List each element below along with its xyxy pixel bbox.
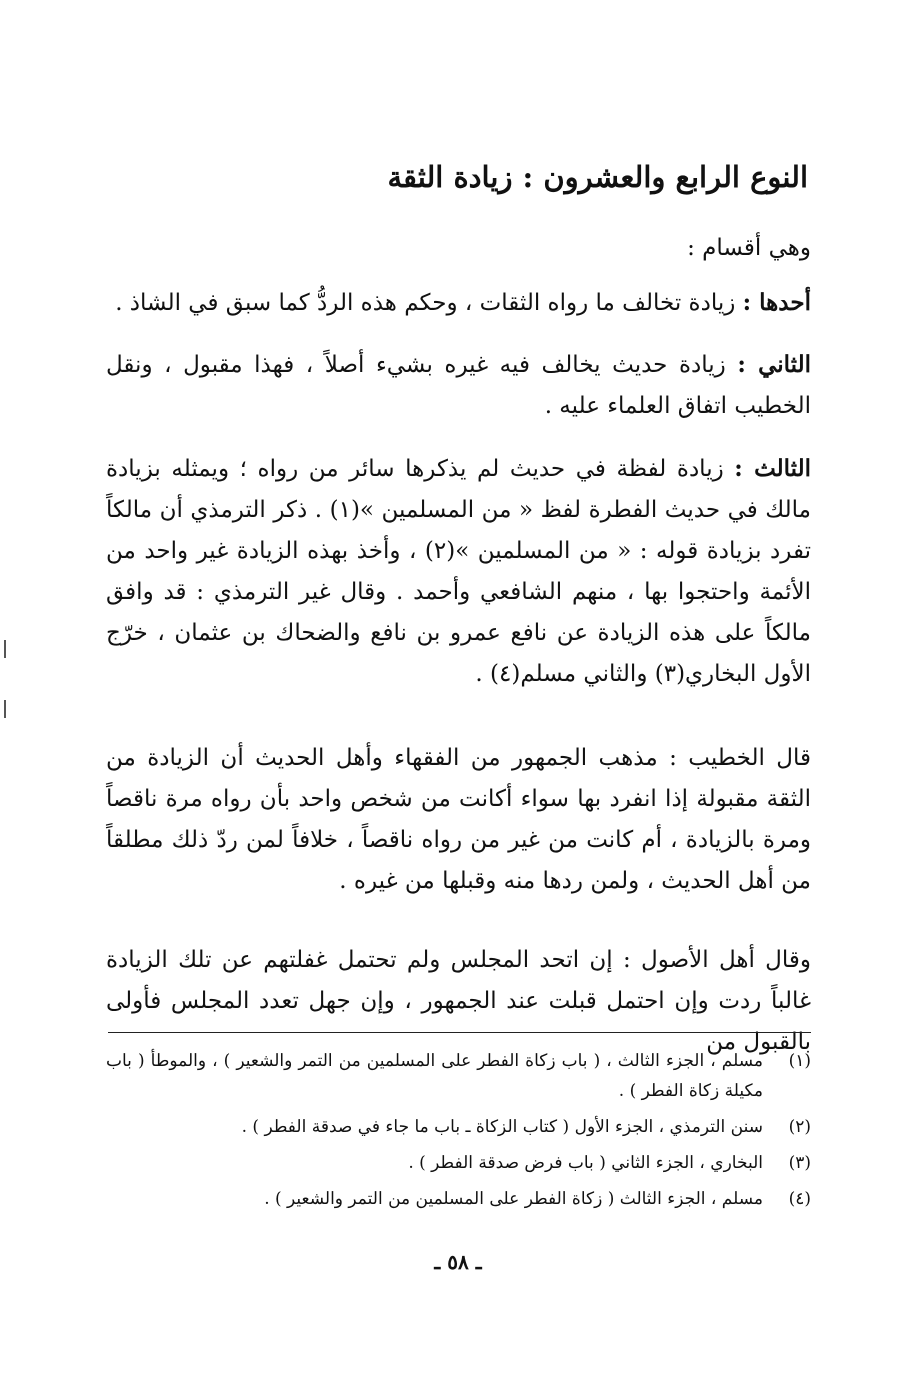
paragraph-usul: [106, 940, 811, 1063]
paragraph-lead: الثالث :: [734, 455, 812, 482]
footnote-text: مسلم ، الجزء الثالث ( زكاة الفطر على المسلمين من التمر والشعير ) .: [264, 1189, 763, 1209]
footnote-number: (٢): [788, 1117, 811, 1137]
intro-line: وهي أقسام :: [687, 235, 811, 261]
footnote-number: (٣): [788, 1153, 811, 1173]
paragraph-third: [106, 448, 811, 695]
footnote-text: سنن الترمذي ، الجزء الأول ( كتاب الزكاة ـ باب ما جاء في صدقة الفطر ) .: [241, 1117, 763, 1137]
footnote-item: [106, 1148, 811, 1178]
footnote-item: [106, 1112, 811, 1142]
footnote-text: مسلم ، الجزء الثالث ، ( باب زكاة الفطر على المسلمين من التمر والشعير ) ، والموطأ ( باب مكيلة زكاة الفطر ) .: [106, 1051, 763, 1101]
footnote-item: [106, 1046, 811, 1106]
margin-mark: [4, 640, 6, 658]
footnote-item: [106, 1184, 811, 1214]
footnote-number: (٤): [788, 1189, 811, 1209]
paragraph-text: زيادة حديث يخالف فيه غيره بشيء أصلاً ، فهذا مقبول ، ونقل الخطيب اتفاق العلماء عليه .: [106, 352, 811, 419]
footnotes: [106, 1046, 811, 1220]
paragraph-text: زيادة تخالف ما رواه الثقات ، وحكم هذه الردُّ كما سبق في الشاذ .: [115, 290, 743, 316]
paragraph-text: زيادة لفظة في حديث لم يذكرها سائر من رواه ؛ ويمثله بزيادة مالك في حديث الفطرة لفظ « من المسلمين »(١) . ذكر الترمذي أن مالكاً تفرد بزيادة قوله : « من المسلمين »(٢) ، وأخذ بهذه الزيادة غير واحد من الأئمة واحتجوا بها ، منهم الشافعي وأحمد . وقال غير الترمذي : قد وافق مالكاً على هذه الزيادة عن نافع عمرو بن نافع والضحاك بن عثمان ، خرّج الأول البخاري(٣) والثاني مسلم(٤) .: [106, 456, 811, 687]
paragraph-lead: الثاني :: [737, 351, 811, 378]
paragraph-first: [106, 282, 811, 324]
footnote-number: (١): [788, 1051, 811, 1071]
paragraph-text: قال الخطيب : مذهب الجمهور من الفقهاء وأهل الحديث أن الزيادة من الثقة مقبولة إذا انفرد بها سواء أكانت من شخص واحد بأن رواه مرة ناقصاً ومرة بالزيادة ، أم كانت من غير من رواه ناقصاً ، خلافاً لمن ردّ ذلك مطلقاً من أهل الحديث ، ولمن ردها منه وقبلها من غيره .: [106, 745, 811, 894]
page-number: ـ ٥٨ ـ: [434, 1250, 482, 1274]
paragraph-khatib: [106, 738, 811, 902]
footnote-separator: [108, 1032, 811, 1033]
paragraph-second: [106, 344, 811, 427]
paragraph-text: وقال أهل الأصول : إن اتحد المجلس ولم تحتمل غفلتهم عن تلك الزيادة غالباً ردت وإن احتمل قبلت عند الجمهور ، وإن جهل تعدد المجلس فأولى بالقبول من: [106, 947, 811, 1055]
margin-mark: [4, 700, 6, 718]
paragraph-lead: أحدها :: [742, 289, 811, 316]
chapter-title: النوع الرابع والعشرون : زيادة الثقة: [387, 160, 808, 194]
footnote-text: البخاري ، الجزء الثاني ( باب فرض صدقة الفطر ) .: [408, 1153, 763, 1173]
